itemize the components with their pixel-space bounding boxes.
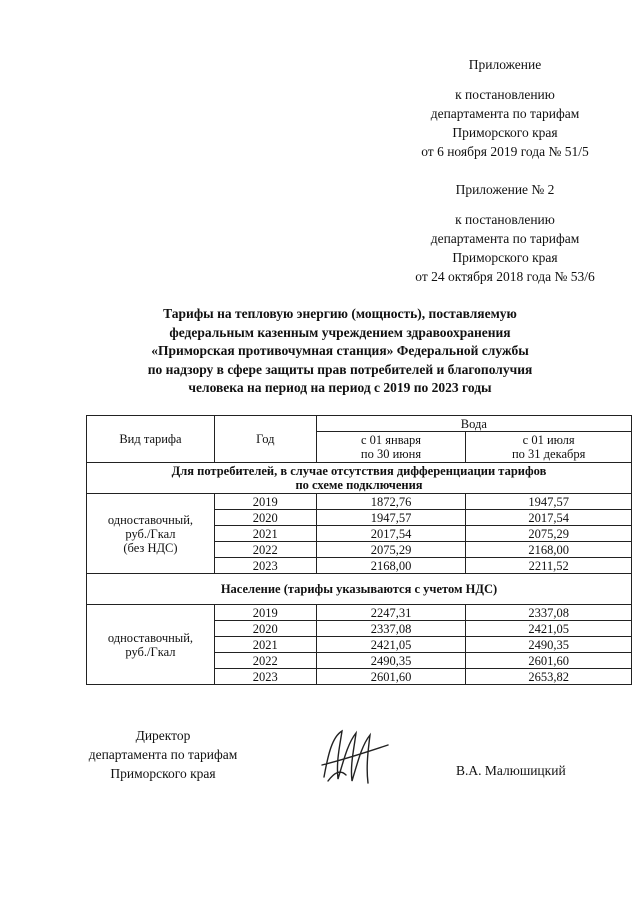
handwritten-signature: [318, 725, 398, 787]
section-heading-line: Для потребителей, в случае отсутствия дифференциации тарифов: [171, 464, 547, 478]
tariff-h2-cell: 1947,57: [466, 494, 632, 510]
section-heading: [87, 574, 632, 605]
appendix-2-block: [380, 180, 630, 286]
tariff-h2-cell: 2337,08: [466, 605, 632, 621]
tariff-h2-cell: 2421,05: [466, 621, 632, 637]
tariff-h2-cell: 2601,60: [466, 653, 632, 669]
header-water: Вода: [316, 416, 631, 432]
tariff-table: [86, 415, 632, 685]
document-title: [105, 305, 575, 398]
tariff-h1-cell: 2490,35: [316, 653, 466, 669]
appendix-1-line: департамента по тарифам: [430, 106, 580, 121]
tariff-type-line: руб./Гкал: [125, 526, 176, 541]
tariff-type-line: одноставочный,: [107, 512, 194, 527]
section-heading-line: по схеме подключения: [295, 478, 423, 492]
section-heading-line: Население (тарифы указываются с учетом НДС): [220, 582, 498, 596]
tariff-h1-cell: 2075,29: [316, 542, 466, 558]
tariff-h1-cell: 2168,00: [316, 558, 466, 574]
appendix-2-line: Приморского края: [452, 250, 558, 265]
tariff-h1-cell: 2601,60: [316, 669, 466, 685]
tariff-h2-cell: 2075,29: [466, 526, 632, 542]
tariff-type-cell: [87, 605, 215, 685]
title-line: человека на период на период с 2019 по 2023 годы: [188, 380, 492, 395]
year-cell: 2019: [214, 494, 316, 510]
tariff-type-line: руб./Гкал: [125, 644, 176, 659]
appendix-1-block: [380, 55, 630, 161]
title-line: «Приморская противочумная станция» Федеральной службы: [151, 343, 529, 358]
title-line: Тарифы на тепловую энергию (мощность), поставляемую: [163, 306, 517, 321]
signatory-position-line: Приморского края: [110, 766, 216, 781]
year-cell: 2021: [214, 526, 316, 542]
header-period-2-line: с 01 июля: [522, 433, 575, 447]
appendix-1-line: Приложение: [468, 57, 542, 72]
year-cell: 2022: [214, 542, 316, 558]
appendix-1-line: Приморского края: [452, 125, 558, 140]
tariff-h2-cell: 2653,82: [466, 669, 632, 685]
year-cell: 2022: [214, 653, 316, 669]
year-cell: 2023: [214, 558, 316, 574]
tariff-h2-cell: 2168,00: [466, 542, 632, 558]
tariff-h2-cell: 2017,54: [466, 510, 632, 526]
appendix-1-line: к постановлению: [455, 87, 555, 102]
tariff-type-line: одноставочный,: [107, 630, 194, 645]
year-cell: 2021: [214, 637, 316, 653]
signatory-name: В.А. Малюшицкий: [456, 763, 566, 778]
appendix-2-line: от 24 октября 2018 года № 53/6: [415, 269, 595, 284]
appendix-2-line: департамента по тарифам: [430, 231, 580, 246]
appendix-2-line: Приложение № 2: [455, 182, 555, 197]
title-line: по надзору в сфере защиты прав потребителей и благополучия: [147, 361, 533, 377]
tariff-h2-cell: 2211,52: [466, 558, 632, 574]
year-cell: 2020: [214, 510, 316, 526]
appendix-2-line: к постановлению: [455, 212, 555, 227]
tariff-h1-cell: 1872,76: [316, 494, 466, 510]
tariff-h1-cell: 2421,05: [316, 637, 466, 653]
header-period-1: [316, 432, 466, 463]
header-period-2-line: по 31 декабря: [511, 447, 586, 461]
header-period-1-line: с 01 января: [360, 433, 422, 447]
tariff-h1-cell: 2017,54: [316, 526, 466, 542]
year-cell: 2019: [214, 605, 316, 621]
tariff-h1-cell: 2247,31: [316, 605, 466, 621]
signatory-position-line: департамента по тарифам: [88, 747, 238, 762]
appendix-1-line: от 6 ноября 2019 года № 51/5: [421, 144, 589, 159]
title-line: федеральным казенным учреждением здравоохранения: [169, 324, 511, 340]
table-row: [87, 605, 632, 621]
signatory-position: [78, 726, 248, 783]
section-heading: [87, 463, 632, 494]
tariff-h1-cell: 2337,08: [316, 621, 466, 637]
header-year: Год: [214, 416, 316, 463]
header-tariff-type: Вид тарифа: [87, 416, 215, 463]
header-period-1-line: по 30 июня: [360, 447, 422, 461]
year-cell: 2020: [214, 621, 316, 637]
year-cell: 2023: [214, 669, 316, 685]
table-row: [87, 494, 632, 510]
tariff-h2-cell: 2490,35: [466, 637, 632, 653]
tariff-type-line: (без НДС): [123, 540, 178, 555]
signatory-position-line: Директор: [135, 728, 191, 743]
header-period-2: [466, 432, 632, 463]
tariff-h1-cell: 1947,57: [316, 510, 466, 526]
tariff-type-cell: [87, 494, 215, 574]
